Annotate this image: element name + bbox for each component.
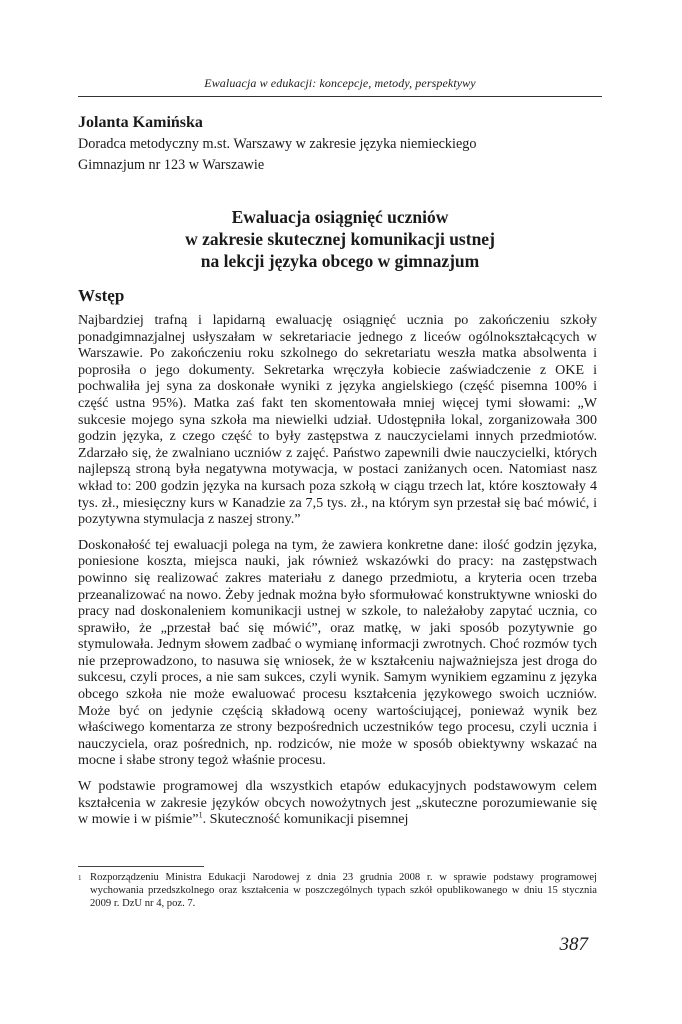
author-name: Jolanta Kamińska — [78, 114, 203, 131]
body-text — [78, 312, 597, 837]
paragraph-3-text-a: W podstawie programowej dla wszystkich etapów edukacyjnych podstawowym celem kształcenia w zakresie języków obcych nowożytnych jest „skuteczne porozumiewanie się w mowie i w piśmie” — [78, 778, 597, 828]
footnote-rule — [78, 866, 204, 867]
paragraph-1: Najbardziej trafną i lapidarną ewaluację osiągnięć ucznia po zakończeniu szkoły ponadgimnazjalnej usłyszałam w sekretariacie jednego z liceów ogólnokształcących w Warszawie. Po zakończeniu roku szkolnego do sekretariatu weszła matka absolwenta i poprosiła o jego dokumenty. Sekretarka wręczyła kobiecie zaświadczenie z OKE i pochwaliła jej syna za doskonałe wyniki z języka angielskiego (część pisemna 100% i część ustna 95%). Matka zaś fakt ten skomentowała mniej więcej tymi słowami: „W sukcesie mojego syna szkoła ma niewielki udział. Udostępniła lokal, zorganizowała 300 godzin języka, z czego część to były zastępstwa z nauczycielami innych przedmiotów. Zdarzało się, że zwalniano uczniów z zajęć. Państwo zapewnili dwie nauczycielki, których najlepszą stroną była negatywna motywacja, w postaci zaniżanych ocen. Natomiast nasz wkład to: 200 godzin języka na kursach poza szkołą w ciągu trzech lat, które kosztowały 4 tys. zł., miesięczny kurs w Kanadzie za 7,5 tys. zł., na którym syn przestał się bać mówić, i pozytywna stymulacja z naszej strony.” — [78, 312, 597, 528]
section-heading: Wstęp — [78, 286, 125, 305]
footnote-reference: 1 — [198, 810, 203, 820]
article-title-line2: w zakresie skutecznej komunikacji ustnej — [185, 229, 495, 249]
running-head: Ewaluacja w edukacji: koncepcje, metody, perspektywy — [204, 76, 476, 90]
header-rule — [78, 96, 602, 97]
article-title-line1: Ewaluacja osiągnięć uczniów — [231, 207, 449, 227]
footnote-text: Rozporządzeniu Ministra Edukacji Narodowej z dnia 23 grudnia 2008 r. w sprawie podstawy programowej wychowania przedszkolnego oraz kształcenia w poszczególnych typach szkół opublikowanego w dniu 15 stycznia 2009 r. DzU nr 4, poz. 7. — [90, 872, 597, 909]
footnote-number: 1 — [78, 874, 82, 882]
footnote — [78, 872, 597, 910]
paragraph-3 — [78, 778, 597, 828]
article-title — [78, 206, 602, 272]
author-affiliation-line1: Doradca metodyczny m.st. Warszawy w zakresie języka niemieckiego — [78, 136, 477, 152]
author-block — [78, 112, 602, 176]
page-number: 387 — [559, 934, 588, 955]
paragraph-2: Doskonałość tej ewaluacji polega na tym, że zawiera konkretne dane: ilość godzin języka, poniesione koszta, miejsca nauki, jak również wskazówki do pracy: na zastępstwach powinno się realizować zakres materiału z danego przedmiotu, a kryteria ocen trzeba przeanalizować na nowo. Żeby jednak można było sformułować konstruktywne wnioski do pracy nad doskonaleniem komunikacji ustnej w szkole, to należałoby zapytać ucznia, co sprawiło, że „przestał bać się mówić”, oraz matkę, w jaki sposób pozytywnie go stymulowała. Jednym słowem zadbać o wymianę informacji zwrotnych. Choć rozmów tych nie przeprowadzono, to nasuwa się wniosek, że w kształceniu najważniejsza jest droga do sukcesu, czyli proces, a nie sam sukces, czyli wynik. Samym wynikiem egzaminu z języka obcego szkoła nie może ewaluować procesu kształcenia językowego swoich uczniów. Może być on jedynie częścią składową oceny wartościującej, ponieważ wynik bez właściwego komentarza ze strony bezpośrednich uczestników tego procesu, czyli ucznia i nauczyciela, oraz pośrednich, np. rodziców, nie może w sposób obiektywny wskazać na mocne i słabe strony tegoż właśnie procesu. — [78, 536, 597, 769]
author-affiliation-line2: Gimnazjum nr 123 w Warszawie — [78, 157, 265, 173]
article-title-line3: na lekcji języka obcego w gimnazjum — [200, 251, 480, 271]
paragraph-3-text-b: . Skuteczność komunikacji pisemnej — [202, 811, 409, 828]
